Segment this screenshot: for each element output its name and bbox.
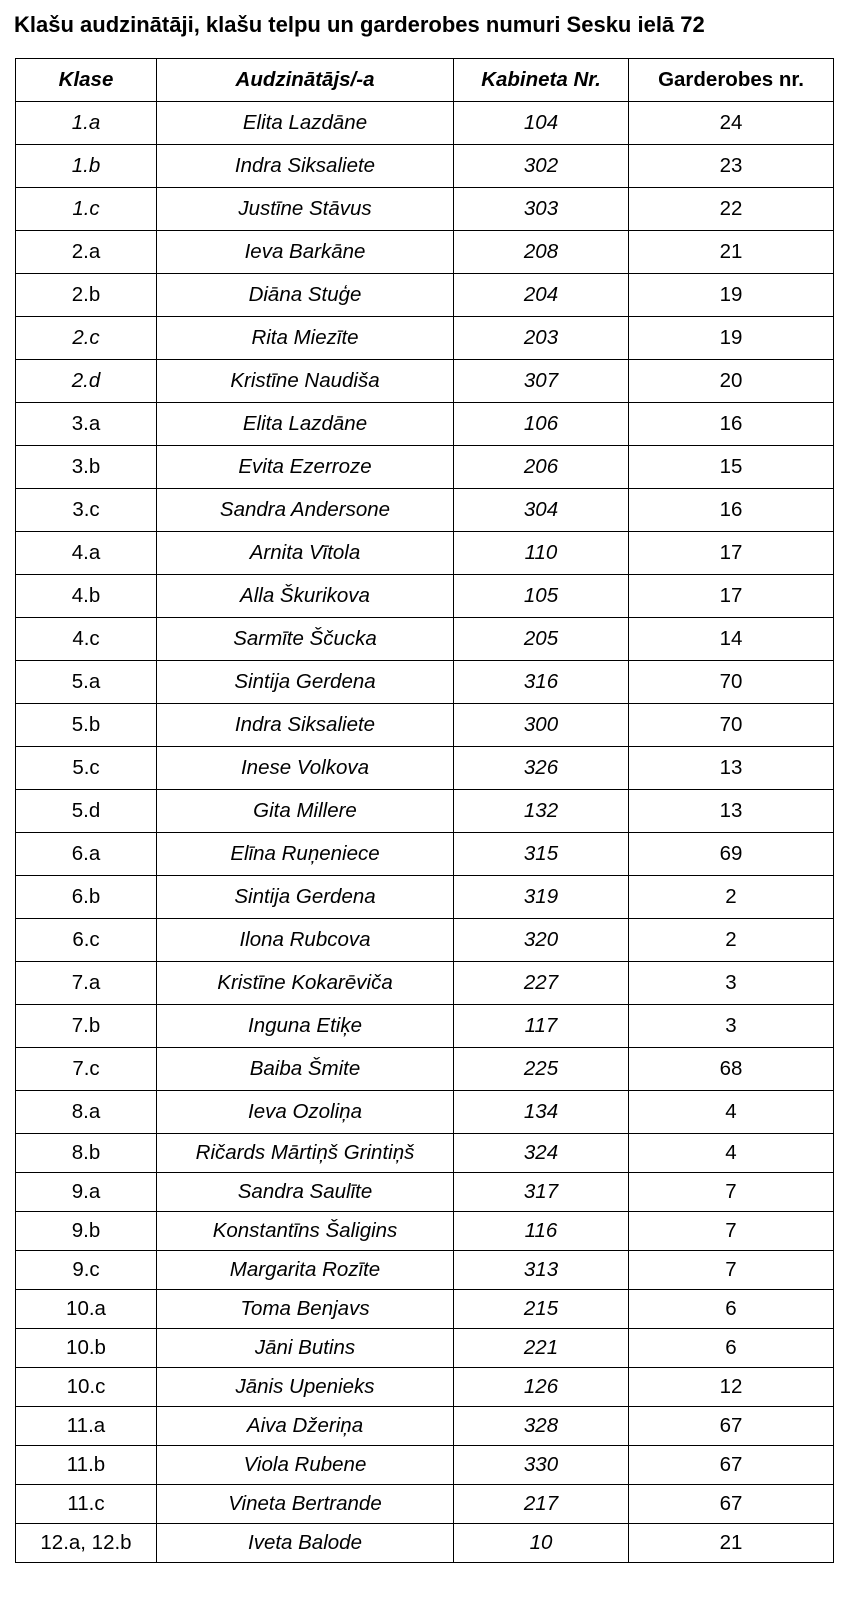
cell-room: 106 bbox=[454, 403, 629, 446]
cell-room: 324 bbox=[454, 1134, 629, 1173]
table-row bbox=[16, 360, 834, 403]
cell-class: 6.c bbox=[16, 919, 157, 962]
cell-room: 208 bbox=[454, 231, 629, 274]
table-row bbox=[16, 962, 834, 1005]
table-row bbox=[16, 1290, 834, 1329]
cell-room: 105 bbox=[454, 575, 629, 618]
table-row bbox=[16, 876, 834, 919]
page-title: Klašu audzinātāji, klašu telpu un garderobes numuri Sesku ielā 72 bbox=[14, 12, 705, 37]
class-roster-table bbox=[15, 58, 834, 1563]
cell-teacher: Baiba Šmite bbox=[157, 1048, 454, 1091]
cell-teacher: Justīne Stāvus bbox=[157, 188, 454, 231]
cell-room: 10 bbox=[454, 1524, 629, 1563]
cell-teacher: Sandra Andersone bbox=[157, 489, 454, 532]
cell-class: 5.b bbox=[16, 704, 157, 747]
cell-teacher: Iveta Balode bbox=[157, 1524, 454, 1563]
cell-room: 225 bbox=[454, 1048, 629, 1091]
cell-teacher: Ieva Barkāne bbox=[157, 231, 454, 274]
cell-class: 11.c bbox=[16, 1485, 157, 1524]
cell-teacher: Sintija Gerdena bbox=[157, 661, 454, 704]
cell-locker: 14 bbox=[629, 618, 834, 661]
table-row bbox=[16, 704, 834, 747]
cell-room: 317 bbox=[454, 1173, 629, 1212]
cell-class: 5.a bbox=[16, 661, 157, 704]
cell-room: 304 bbox=[454, 489, 629, 532]
cell-room: 117 bbox=[454, 1005, 629, 1048]
cell-teacher: Indra Siksaliete bbox=[157, 145, 454, 188]
cell-class: 8.a bbox=[16, 1091, 157, 1134]
table-row bbox=[16, 1485, 834, 1524]
cell-teacher: Arnita Vītola bbox=[157, 532, 454, 575]
cell-locker: 24 bbox=[629, 102, 834, 145]
cell-locker: 7 bbox=[629, 1173, 834, 1212]
cell-locker: 67 bbox=[629, 1446, 834, 1485]
cell-locker: 4 bbox=[629, 1134, 834, 1173]
cell-room: 328 bbox=[454, 1407, 629, 1446]
table-row bbox=[16, 145, 834, 188]
cell-room: 104 bbox=[454, 102, 629, 145]
cell-class: 5.c bbox=[16, 747, 157, 790]
cell-room: 205 bbox=[454, 618, 629, 661]
cell-teacher: Alla Škurikova bbox=[157, 575, 454, 618]
cell-teacher: Ričards Mārtiņš Grintiņš bbox=[157, 1134, 454, 1173]
cell-locker: 15 bbox=[629, 446, 834, 489]
cell-class: 1.b bbox=[16, 145, 157, 188]
column-header-teacher: Audzinātājs/-a bbox=[157, 59, 454, 102]
cell-room: 326 bbox=[454, 747, 629, 790]
cell-locker: 17 bbox=[629, 575, 834, 618]
cell-room: 215 bbox=[454, 1290, 629, 1329]
table-row bbox=[16, 618, 834, 661]
cell-class: 7.a bbox=[16, 962, 157, 1005]
cell-class: 6.b bbox=[16, 876, 157, 919]
cell-teacher: Sandra Saulīte bbox=[157, 1173, 454, 1212]
cell-class: 10.c bbox=[16, 1368, 157, 1407]
cell-room: 313 bbox=[454, 1251, 629, 1290]
cell-room: 320 bbox=[454, 919, 629, 962]
cell-locker: 13 bbox=[629, 747, 834, 790]
cell-room: 300 bbox=[454, 704, 629, 747]
cell-class: 4.a bbox=[16, 532, 157, 575]
table-row bbox=[16, 1446, 834, 1485]
cell-locker: 19 bbox=[629, 274, 834, 317]
table-row bbox=[16, 274, 834, 317]
table-row bbox=[16, 532, 834, 575]
cell-teacher: Vineta Bertrande bbox=[157, 1485, 454, 1524]
cell-room: 110 bbox=[454, 532, 629, 575]
column-header-locker: Garderobes nr. bbox=[629, 59, 834, 102]
cell-class: 7.c bbox=[16, 1048, 157, 1091]
table-row bbox=[16, 1005, 834, 1048]
cell-room: 316 bbox=[454, 661, 629, 704]
cell-locker: 6 bbox=[629, 1290, 834, 1329]
table-row bbox=[16, 446, 834, 489]
cell-class: 1.c bbox=[16, 188, 157, 231]
table-row bbox=[16, 1329, 834, 1368]
cell-class: 10.b bbox=[16, 1329, 157, 1368]
cell-class: 4.b bbox=[16, 575, 157, 618]
cell-room: 206 bbox=[454, 446, 629, 489]
cell-locker: 13 bbox=[629, 790, 834, 833]
table-body bbox=[16, 102, 834, 1563]
cell-teacher: Viola Rubene bbox=[157, 1446, 454, 1485]
column-header-room: Kabineta Nr. bbox=[454, 59, 629, 102]
cell-locker: 21 bbox=[629, 1524, 834, 1563]
cell-class: 11.a bbox=[16, 1407, 157, 1446]
cell-room: 134 bbox=[454, 1091, 629, 1134]
cell-teacher: Kristīne Naudiša bbox=[157, 360, 454, 403]
table-row bbox=[16, 1091, 834, 1134]
table-row bbox=[16, 317, 834, 360]
cell-locker: 70 bbox=[629, 661, 834, 704]
cell-teacher: Elīna Ruņeniece bbox=[157, 833, 454, 876]
cell-locker: 7 bbox=[629, 1212, 834, 1251]
cell-class: 5.d bbox=[16, 790, 157, 833]
cell-class: 9.b bbox=[16, 1212, 157, 1251]
cell-locker: 4 bbox=[629, 1091, 834, 1134]
cell-class: 11.b bbox=[16, 1446, 157, 1485]
cell-teacher: Gita Millere bbox=[157, 790, 454, 833]
cell-room: 126 bbox=[454, 1368, 629, 1407]
header-row bbox=[16, 59, 834, 102]
cell-locker: 3 bbox=[629, 962, 834, 1005]
cell-room: 307 bbox=[454, 360, 629, 403]
table-row bbox=[16, 403, 834, 446]
cell-locker: 69 bbox=[629, 833, 834, 876]
column-header-class: Klase bbox=[16, 59, 157, 102]
cell-locker: 6 bbox=[629, 1329, 834, 1368]
cell-room: 330 bbox=[454, 1446, 629, 1485]
cell-room: 132 bbox=[454, 790, 629, 833]
table-row bbox=[16, 102, 834, 145]
table-row bbox=[16, 919, 834, 962]
cell-teacher: Konstantīns Šaligins bbox=[157, 1212, 454, 1251]
cell-class: 12.a, 12.b bbox=[16, 1524, 157, 1563]
cell-locker: 7 bbox=[629, 1251, 834, 1290]
cell-locker: 12 bbox=[629, 1368, 834, 1407]
table-row bbox=[16, 1524, 834, 1563]
table-row bbox=[16, 1134, 834, 1173]
cell-locker: 20 bbox=[629, 360, 834, 403]
cell-locker: 2 bbox=[629, 876, 834, 919]
cell-teacher: Rita Miezīte bbox=[157, 317, 454, 360]
cell-class: 2.b bbox=[16, 274, 157, 317]
cell-locker: 2 bbox=[629, 919, 834, 962]
cell-locker: 23 bbox=[629, 145, 834, 188]
cell-locker: 16 bbox=[629, 489, 834, 532]
cell-locker: 22 bbox=[629, 188, 834, 231]
table-row bbox=[16, 575, 834, 618]
cell-teacher: Jānis Upenieks bbox=[157, 1368, 454, 1407]
cell-class: 3.a bbox=[16, 403, 157, 446]
table-row bbox=[16, 1407, 834, 1446]
cell-room: 303 bbox=[454, 188, 629, 231]
cell-teacher: Jāni Butins bbox=[157, 1329, 454, 1368]
cell-class: 10.a bbox=[16, 1290, 157, 1329]
cell-class: 6.a bbox=[16, 833, 157, 876]
cell-teacher: Aiva Džeriņa bbox=[157, 1407, 454, 1446]
cell-locker: 68 bbox=[629, 1048, 834, 1091]
cell-teacher: Evita Ezerroze bbox=[157, 446, 454, 489]
cell-teacher: Inguna Etiķe bbox=[157, 1005, 454, 1048]
cell-teacher: Ilona Rubcova bbox=[157, 919, 454, 962]
cell-teacher: Sintija Gerdena bbox=[157, 876, 454, 919]
cell-room: 203 bbox=[454, 317, 629, 360]
cell-teacher: Diāna Stuģe bbox=[157, 274, 454, 317]
cell-teacher: Sarmīte Ščucka bbox=[157, 618, 454, 661]
table-row bbox=[16, 790, 834, 833]
cell-room: 302 bbox=[454, 145, 629, 188]
cell-room: 319 bbox=[454, 876, 629, 919]
table-row bbox=[16, 1173, 834, 1212]
cell-room: 204 bbox=[454, 274, 629, 317]
cell-class: 9.c bbox=[16, 1251, 157, 1290]
cell-locker: 17 bbox=[629, 532, 834, 575]
cell-class: 9.a bbox=[16, 1173, 157, 1212]
table-row bbox=[16, 1212, 834, 1251]
cell-locker: 16 bbox=[629, 403, 834, 446]
cell-teacher: Inese Volkova bbox=[157, 747, 454, 790]
cell-locker: 19 bbox=[629, 317, 834, 360]
table-row bbox=[16, 188, 834, 231]
cell-teacher: Indra Siksaliete bbox=[157, 704, 454, 747]
table-row bbox=[16, 1048, 834, 1091]
cell-locker: 70 bbox=[629, 704, 834, 747]
cell-class: 7.b bbox=[16, 1005, 157, 1048]
table-row bbox=[16, 1251, 834, 1290]
table-row bbox=[16, 231, 834, 274]
cell-teacher: Kristīne Kokarēviča bbox=[157, 962, 454, 1005]
cell-class: 8.b bbox=[16, 1134, 157, 1173]
cell-room: 315 bbox=[454, 833, 629, 876]
cell-room: 116 bbox=[454, 1212, 629, 1251]
cell-class: 3.b bbox=[16, 446, 157, 489]
cell-teacher: Ieva Ozoliņa bbox=[157, 1091, 454, 1134]
cell-class: 1.a bbox=[16, 102, 157, 145]
table-row bbox=[16, 661, 834, 704]
cell-room: 221 bbox=[454, 1329, 629, 1368]
cell-room: 227 bbox=[454, 962, 629, 1005]
table-row bbox=[16, 489, 834, 532]
cell-locker: 3 bbox=[629, 1005, 834, 1048]
cell-teacher: Elita Lazdāne bbox=[157, 403, 454, 446]
cell-locker: 67 bbox=[629, 1407, 834, 1446]
cell-teacher: Margarita Rozīte bbox=[157, 1251, 454, 1290]
cell-room: 217 bbox=[454, 1485, 629, 1524]
table-row bbox=[16, 833, 834, 876]
cell-class: 2.a bbox=[16, 231, 157, 274]
cell-class: 4.c bbox=[16, 618, 157, 661]
cell-teacher: Elita Lazdāne bbox=[157, 102, 454, 145]
cell-class: 2.c bbox=[16, 317, 157, 360]
cell-class: 3.c bbox=[16, 489, 157, 532]
cell-class: 2.d bbox=[16, 360, 157, 403]
cell-locker: 21 bbox=[629, 231, 834, 274]
table-row bbox=[16, 1368, 834, 1407]
table-header bbox=[16, 59, 834, 102]
table-row bbox=[16, 747, 834, 790]
cell-teacher: Toma Benjavs bbox=[157, 1290, 454, 1329]
cell-locker: 67 bbox=[629, 1485, 834, 1524]
